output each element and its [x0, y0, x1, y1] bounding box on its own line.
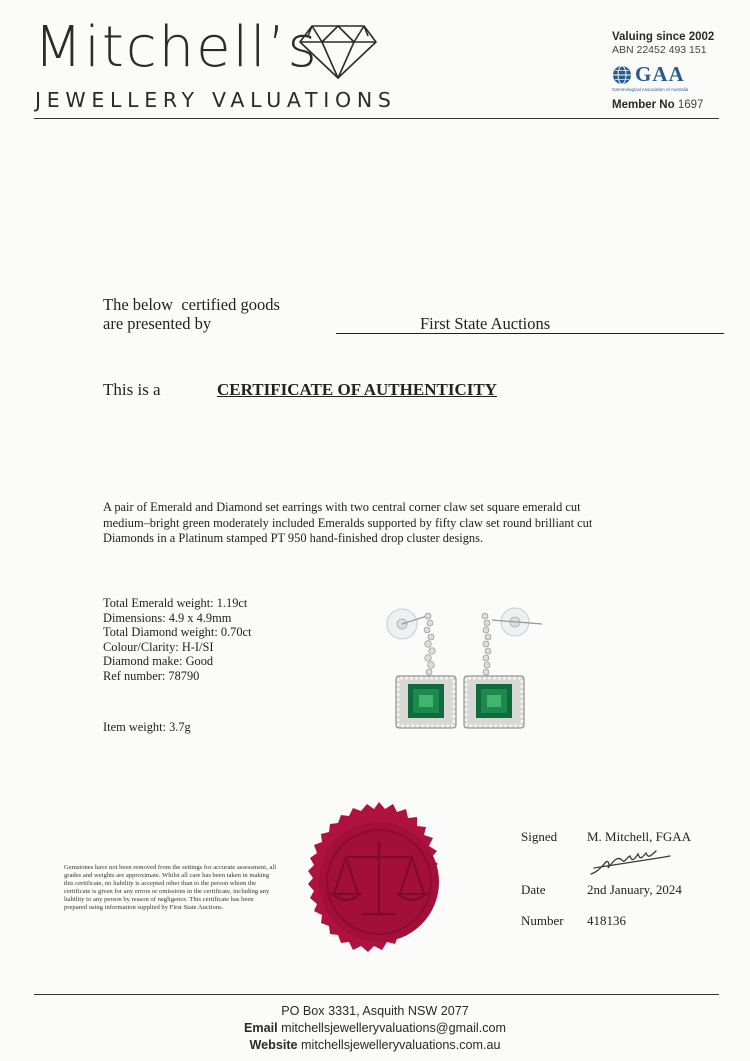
- certificate-prefix: This is a: [103, 380, 161, 399]
- gaa-logo: [612, 62, 714, 87]
- disclaimer-text: Gemstones have not been removed from the settings for accurate assessment, all grades and weights are approximate. Whilst all care has been taken in making this certificate, no liability is accepted other than to the person whom the certificate is given for any errors or omissions in the certificate, including any liability to any person by reason of negligence. This certificate has been prepared using information supplied by First State Auctions.: [64, 864, 277, 911]
- gaa-logo-caption: Gemmological Association of Australia: [612, 87, 689, 92]
- member-number: Member No 1697: [612, 99, 704, 111]
- date-label: Date: [521, 882, 546, 897]
- website-label: Website: [249, 1038, 298, 1052]
- signed-label: Signed: [521, 829, 558, 844]
- item-description: A pair of Emerald and Diamond set earrings with two central corner claw set square emerald cut medium–bright green moderately included Emeralds supported by fifty claw set round brilliant cut Diamonds in a Platinum stamped PT 950 hand-finished drop cluster designs.: [103, 500, 593, 545]
- email-label: Email: [244, 1021, 278, 1035]
- certificate-title: CERTIFICATE OF AUTHENTICITY: [217, 380, 497, 399]
- earrings-photo: [382, 598, 547, 733]
- intro-block: [103, 295, 551, 333]
- header-credentials: [612, 31, 714, 111]
- header-divider: [34, 118, 719, 119]
- abn-number: ABN 22452 493 151: [612, 44, 707, 56]
- spec-dimensions: Dimensions: 4.9 x 4.9mm: [103, 610, 232, 625]
- intro-line-1: The below certified goods: [103, 295, 280, 314]
- presenter-name: First State Auctions: [420, 314, 551, 333]
- footer-divider: [34, 994, 719, 995]
- spec-ref-number: Ref number: 78790: [103, 668, 200, 683]
- date-value: 2nd January, 2024: [587, 882, 682, 897]
- brand-subtitle: JEWELLERY VALUATIONS: [35, 88, 397, 112]
- number-label: Number: [521, 913, 564, 928]
- spec-emerald-weight: Total Emerald weight: 1.19ct: [103, 596, 248, 610]
- number-value: 418136: [587, 913, 626, 928]
- footer-website: [0, 1038, 750, 1052]
- spec-diamond-weight: Total Diamond weight: 0.70ct: [103, 625, 252, 639]
- spec-diamond-make: Diamond make: Good: [103, 654, 214, 668]
- number-row: [521, 913, 626, 929]
- diamond-logo-icon: [298, 22, 378, 80]
- handwritten-signature: [588, 848, 673, 878]
- specifications: [103, 596, 251, 683]
- email-value: mitchellsjewelleryvaluations@gmail.com: [281, 1021, 506, 1035]
- signed-row: [521, 829, 691, 845]
- gaa-globe-icon: [612, 65, 632, 85]
- footer-email: [0, 1021, 750, 1035]
- footer-address: PO Box 3331, Asquith NSW 2077: [281, 1004, 469, 1018]
- brand-name: Mitchell’s: [34, 15, 319, 80]
- spec-colour-clarity: Colour/Clarity: H-I/SI: [103, 639, 214, 654]
- gaa-logo-text: GAA: [635, 62, 685, 86]
- intro-line-2: are presented by: [103, 314, 212, 333]
- website-value: mitchellsjewelleryvaluations.com.au: [301, 1038, 501, 1052]
- presenter-field: [336, 314, 724, 334]
- valuing-since: Valuing since 2002: [612, 31, 715, 43]
- date-row: [521, 882, 682, 898]
- signed-value: M. Mitchell, FGAA: [587, 829, 691, 844]
- item-weight: Item weight: 3.7g: [103, 720, 191, 734]
- wax-seal-icon: [296, 802, 462, 968]
